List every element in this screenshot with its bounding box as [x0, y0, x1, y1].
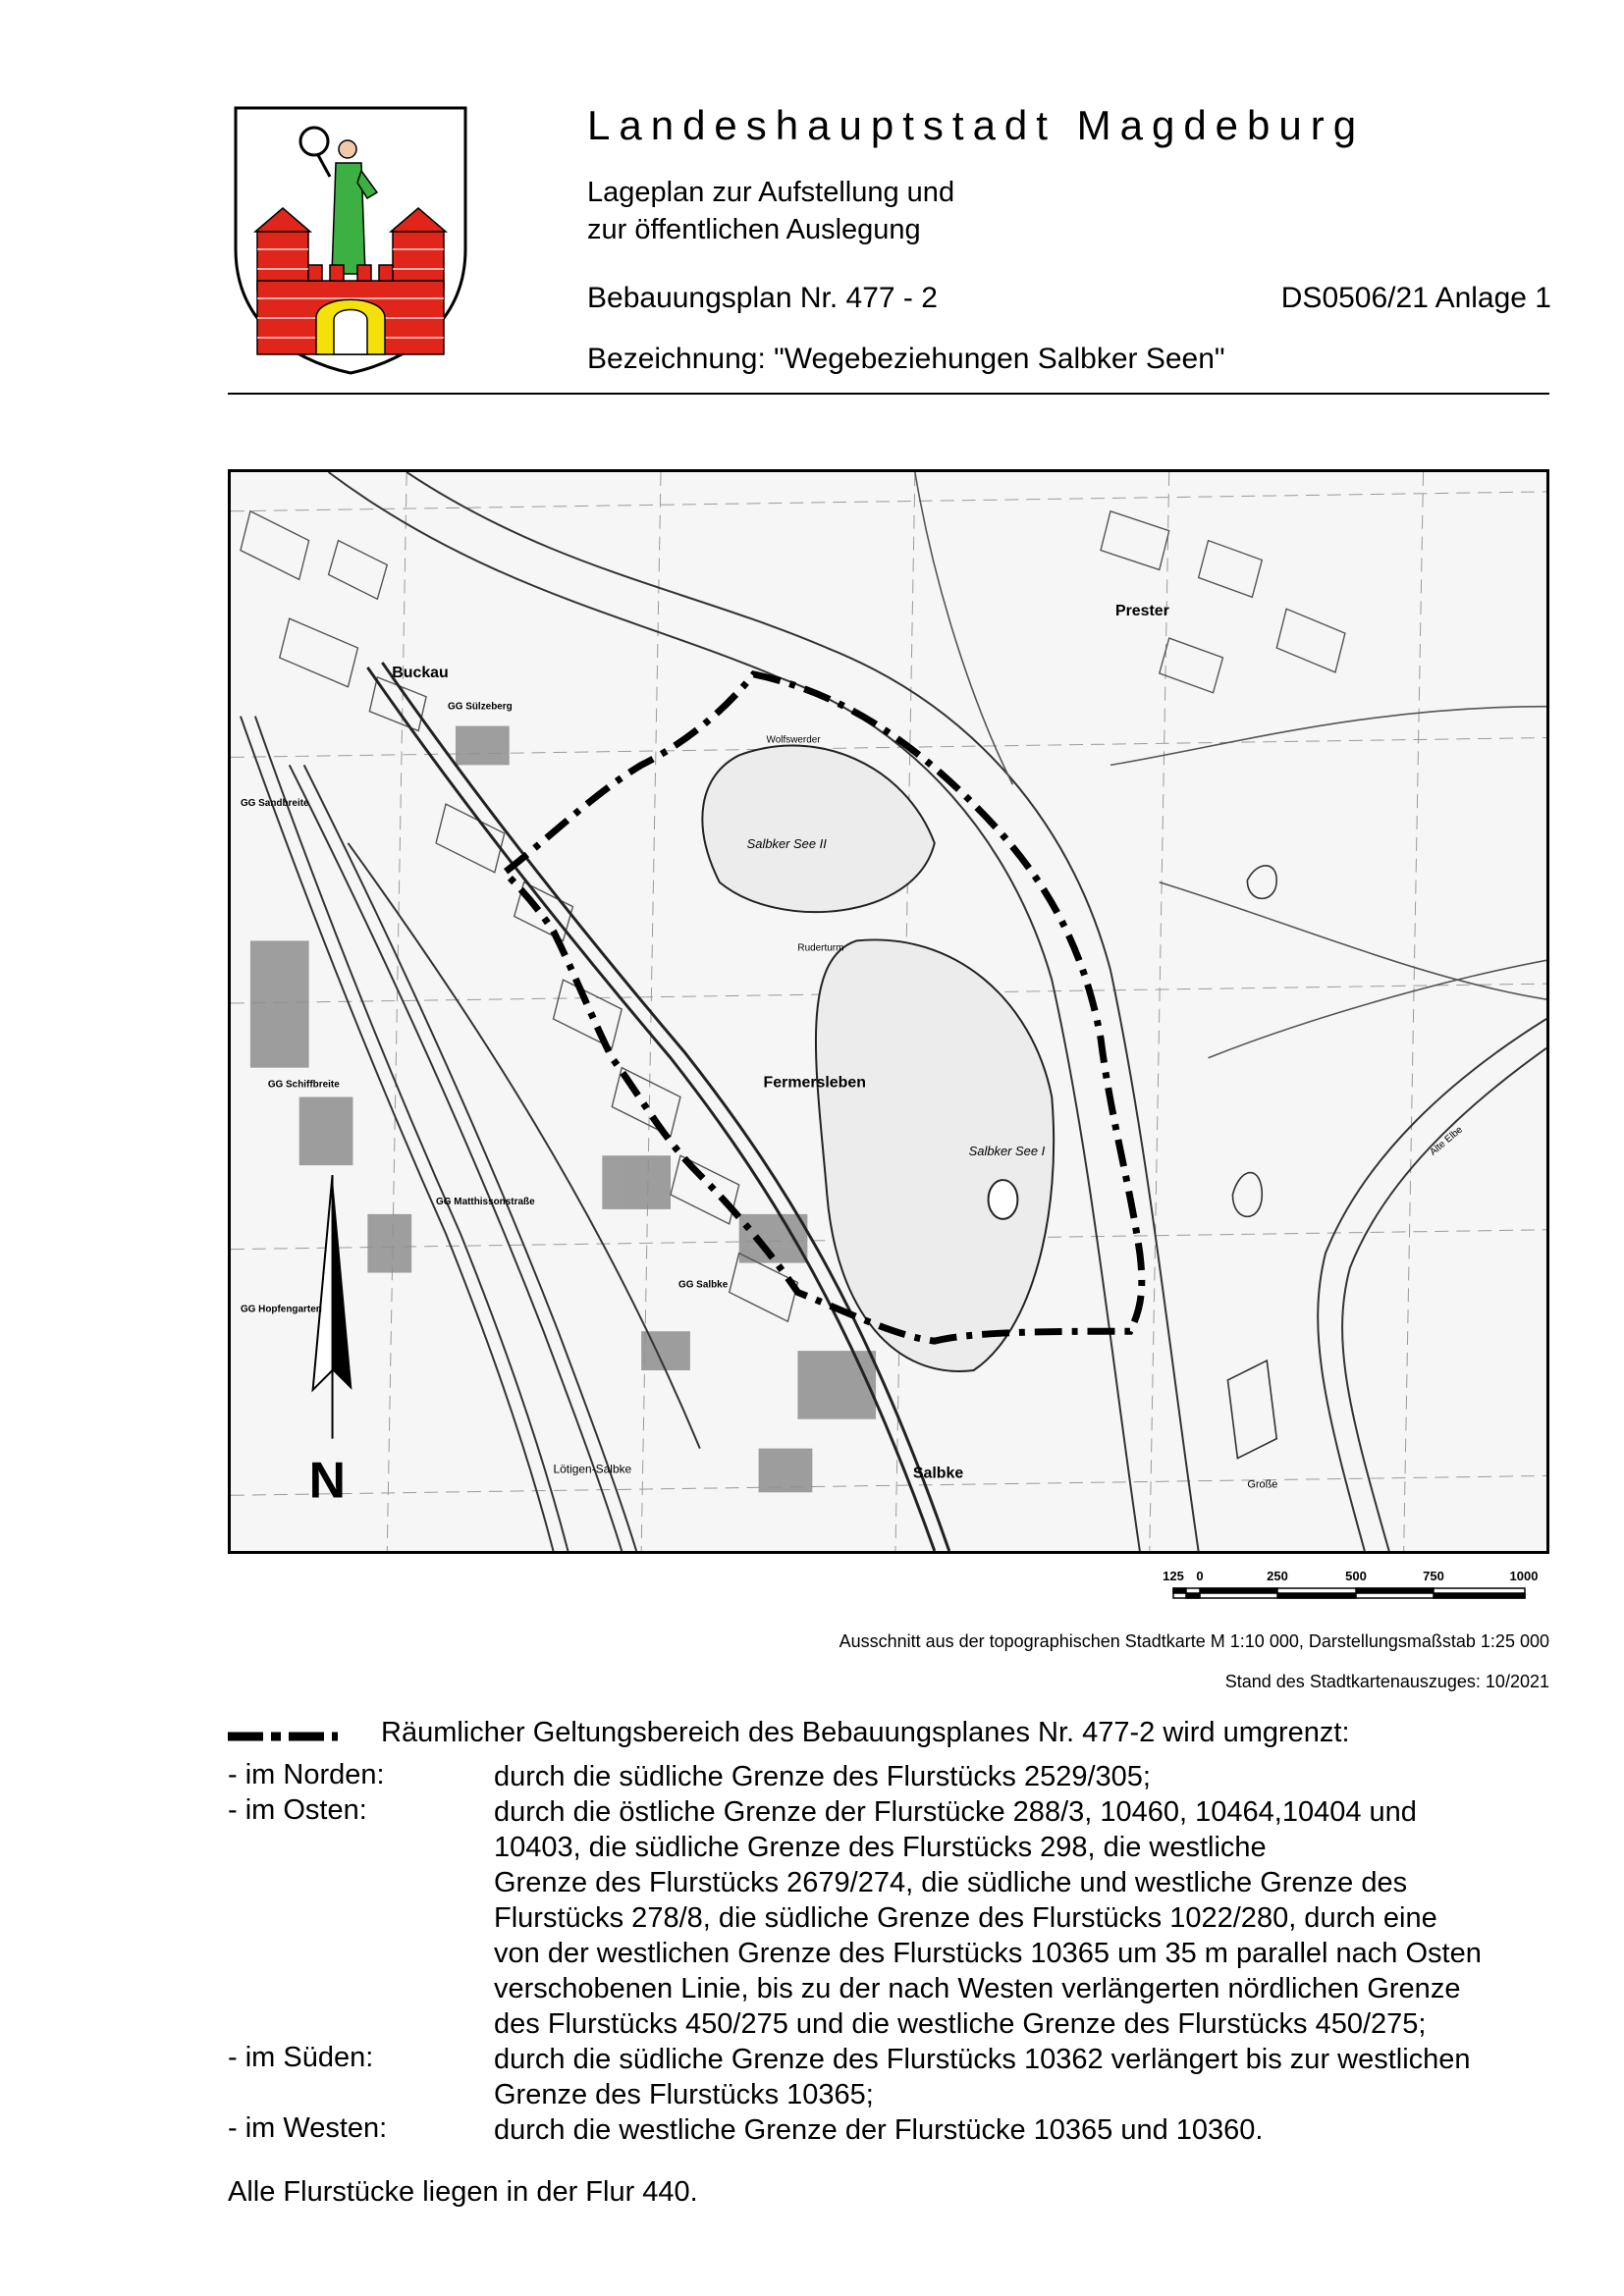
boundary-legend-line-icon [228, 1731, 338, 1742]
subtitle-line-2: zur öffentlichen Auslegung [587, 214, 921, 245]
small-label-alte-elbe: Alte Elbe [1428, 1124, 1465, 1158]
place-label-prester: Prester [1114, 603, 1169, 620]
small-label-ruderturm: Ruderturm [797, 942, 844, 954]
legend-heading: Räumlicher Geltungsbereich des Bebauungsplanes Nr. 477-2 wird umgrenzt: [381, 1717, 1350, 1748]
south-boundary-text: durch die südliche Grenze des Flurstücks 10362 verlängert bis zur westlichen Grenze des Flurstücks 10365; [494, 2044, 1471, 2110]
subtitle-line-1: Lageplan zur Aufstellung und [587, 177, 955, 208]
scale-tick-500: 500 [1345, 1569, 1367, 1583]
place-label-grosse: Große [1247, 1478, 1278, 1491]
place-label-buckau: Buckau [392, 664, 449, 681]
scale-tick-750: 750 [1423, 1569, 1444, 1583]
east-boundary-text: durch die östliche Grenze der Flurstücke 288/3, 10460, 10464,10404 und 10403, die südliche Grenze des Flurstücks 298, die westliche Grenze des Flurstücks 2679/274, die südliche und westliche Grenze des Flurstücks 278/8, die südliche Grenze des Flurstücks 1022/280, durch eine von der westlichen Grenze des Flurstücks 10365 um 35 m parallel nach Osten verschobenen Linie, bis zu der nach Westen verlängerten nördlichen Grenze des Flurstücks 450/275 und die westliche Grenze des Flurstücks 450/275; [494, 1796, 1482, 2040]
scale-tick-125: 125 [1163, 1569, 1184, 1583]
footer-note: Alle Flurstücke liegen in der Flur 440. [228, 2176, 698, 2208]
topographic-map [228, 469, 1549, 1554]
east-boundary-label: - im Osten: [228, 1794, 367, 1826]
small-label-gg-schiffbreite: GG Schiffbreite [267, 1079, 340, 1091]
city-title: Landeshauptstadt Magdeburg [587, 102, 1366, 148]
small-label-wolfswerder: Wolfswerder [766, 734, 821, 746]
south-boundary-label: - im Süden: [228, 2042, 374, 2073]
document-reference: DS0506/21 Anlage 1 [1280, 282, 1551, 314]
map-source-caption: Ausschnitt aus der topographischen Stadtkarte M 1:10 000, Darstellungsmaßstab 1:25 000 [839, 1631, 1549, 1651]
small-label-gg-sandbreite: GG Sandbreite [240, 798, 309, 810]
small-label-gg-suelzeberg: GG Sülzeberg [448, 701, 513, 713]
north-boundary-label: - im Norden: [228, 1759, 385, 1790]
place-label-fermersleben: Fermersleben [763, 1074, 866, 1092]
plan-number: Bebauungsplan Nr. 477 - 2 [587, 282, 938, 314]
small-label-gg-hopfengarten: GG Hopfengarten [240, 1304, 322, 1315]
place-label-salbke: Salbke [912, 1465, 964, 1482]
place-label-loetigen-salbke: Lötigen-Salbke [553, 1462, 632, 1476]
small-label-gg-matthissonstrasse: GG Matthissonstraße [436, 1196, 535, 1207]
scale-tick-1000: 1000 [1509, 1569, 1539, 1583]
map-date-caption: Stand des Stadtkartenauszuges: 10/2021 [1224, 1672, 1549, 1691]
small-label-gg-salbke: GG Salbke [677, 1279, 729, 1291]
north-label: N [308, 1451, 347, 1509]
scale-bar [1159, 1567, 1549, 1618]
west-boundary-label: - im Westen: [228, 2112, 388, 2144]
city-crest-logo [228, 102, 473, 377]
north-boundary-text: durch die südliche Grenze des Flurstücks 2529/305; [494, 1761, 1151, 1792]
scale-tick-250: 250 [1267, 1569, 1288, 1583]
header-divider [228, 393, 1549, 395]
place-label-salbker-see-1: Salbker See I [968, 1144, 1046, 1159]
plan-designation: Bezeichnung: "Wegebeziehungen Salbker Seen" [587, 343, 1225, 375]
place-label-salbker-see-2: Salbker See II [746, 835, 827, 851]
west-boundary-text: durch die westliche Grenze der Flurstücke 10365 und 10360. [494, 2114, 1264, 2146]
scale-tick-0: 0 [1196, 1569, 1204, 1583]
